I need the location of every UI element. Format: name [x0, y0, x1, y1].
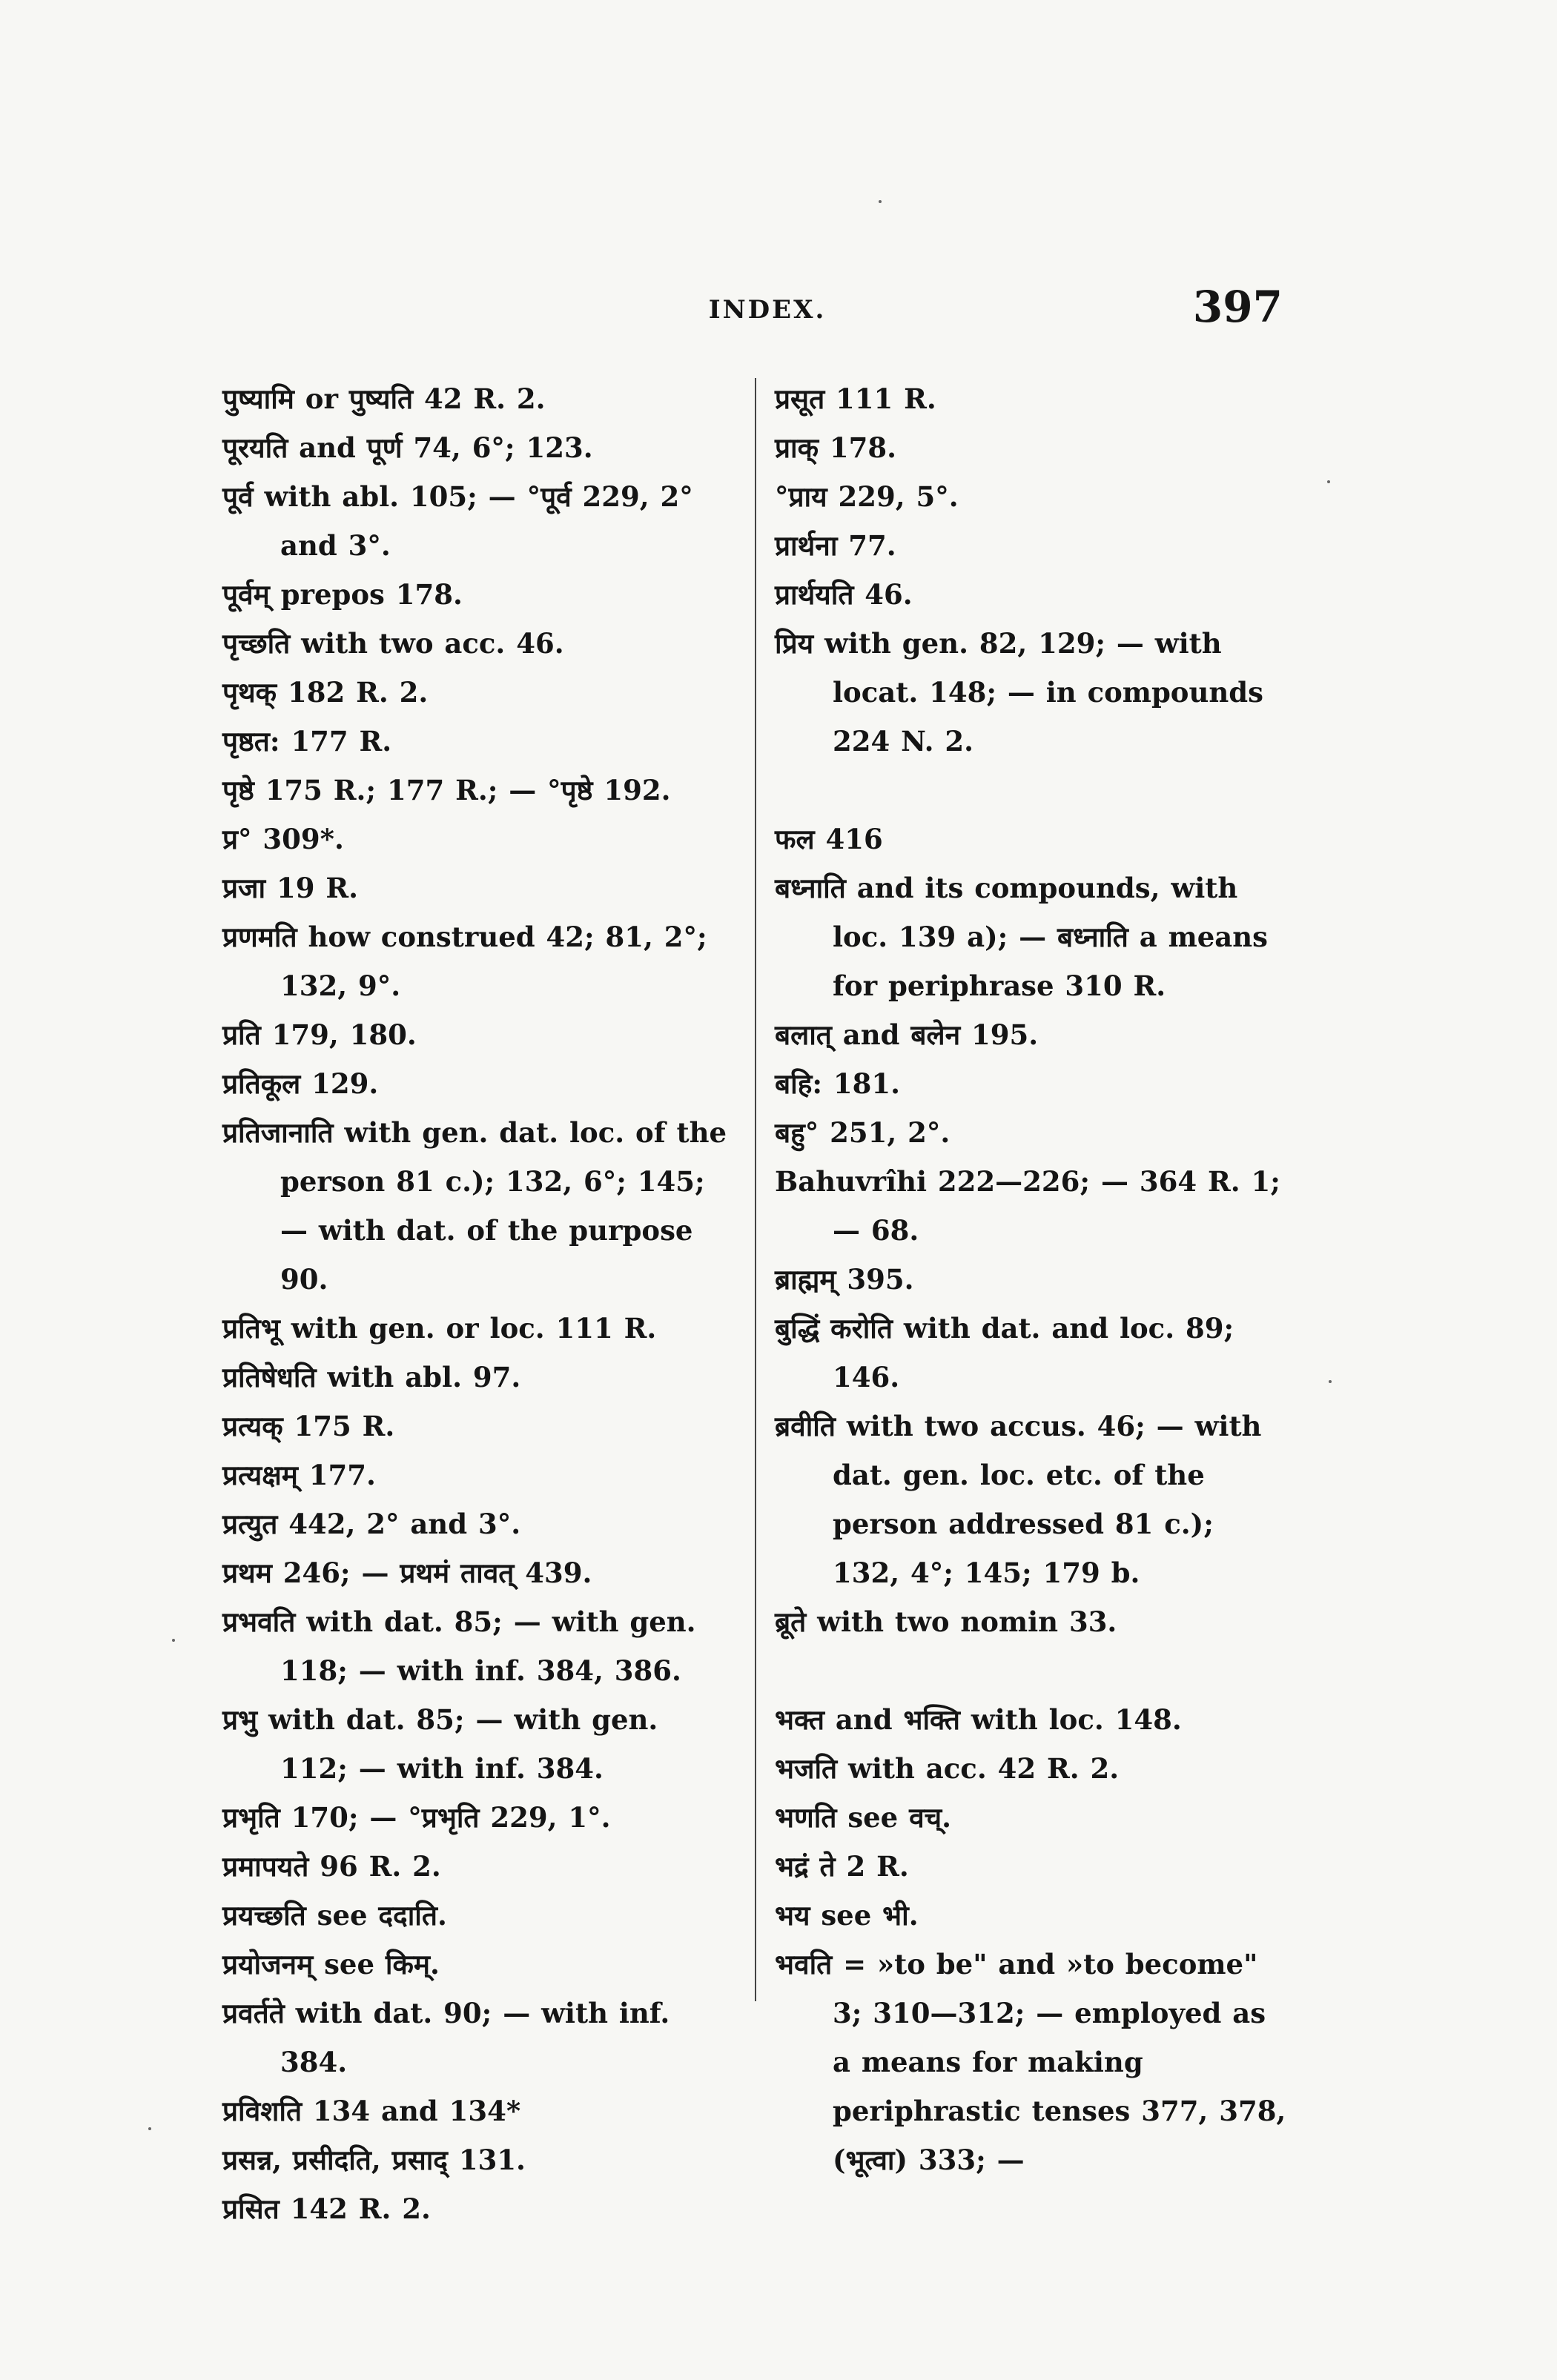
index-entry: फल 416 [775, 823, 883, 855]
index-column-right [775, 374, 1286, 2184]
index-entry: प्रमापयते 96 R. 2. [222, 1850, 441, 1883]
index-entry: प्रार्थना 77. [775, 529, 896, 562]
paper-speck [1329, 1380, 1332, 1383]
index-entry: भवति = »to be" and »to become" 3; 310—312; — employed as a means for making periphrastic tenses 377, 378, (भूत्वा) 333; — [775, 1948, 1286, 2176]
index-entry: प्रत्यक्षम् 177. [222, 1459, 376, 1491]
index-entry: प्रसित 142 R. 2. [222, 2192, 431, 2225]
index-entry: प्रत्युत 442, 2° and 3°. [222, 1508, 521, 1540]
index-entry: ब्रवीति with two accus. 46; — with dat. gen. loc. etc. of the person addressed 81 c.); 132, 4°; 145; 179 b. [775, 1410, 1262, 1589]
index-entry: प्रयोजनम् see किम्. [222, 1948, 440, 1980]
index-entry: पूर्वम् prepos 178. [222, 578, 463, 611]
index-entry: प्रविशति 134 and 134* [222, 2095, 521, 2127]
running-head: INDEX. [708, 295, 827, 325]
index-entry: भणति see वच्. [775, 1801, 952, 1834]
section-gap [775, 766, 1286, 815]
index-entry: पृथक् 182 R. 2. [222, 676, 429, 709]
index-entry: पूर्व with abl. 105; — °पूर्व 229, 2° and 3°. [222, 480, 693, 562]
index-entry: प्रतिभू with gen. or loc. 111 R. [222, 1312, 657, 1345]
index-entry: प्रयच्छति see ददाति. [222, 1899, 447, 1932]
index-entry: पूरयति and पूर्ण 74, 6°; 123. [222, 431, 593, 464]
index-entry: प्रति 179, 180. [222, 1018, 417, 1051]
index-entry: प्रभृति 170; — °प्रभृति 229, 1°. [222, 1801, 611, 1834]
index-entry: बुद्धिं करोति with dat. and loc. 89; 146. [775, 1312, 1234, 1393]
index-entry: पृच्छति with two acc. 46. [222, 627, 564, 660]
index-entry: पृष्ठत: 177 R. [222, 725, 392, 758]
index-entry: बहु° 251, 2°. [775, 1116, 951, 1149]
index-entry: प्रतिकूल 129. [222, 1067, 379, 1100]
section-gap [775, 1646, 1286, 1695]
index-entry: ब्रूते with two nomin 33. [775, 1605, 1117, 1638]
page-header [252, 282, 1283, 341]
index-entry: भक्त and भक्ति with loc. 148. [775, 1703, 1182, 1736]
column-divider [755, 378, 756, 2001]
index-entry: प्रिय with gen. 82, 129; — with locat. 148; — in compounds 224 N. 2. [775, 627, 1263, 758]
index-entry: भय see भी. [775, 1899, 919, 1932]
index-entry: Bahuvrîhi 222—226; — 364 R. 1; — 68. [775, 1165, 1280, 1247]
index-entry: बलात् and बलेन 195. [775, 1018, 1039, 1051]
index-entry: प्रतिजानाति with gen. dat. loc. of the person 81 c.); 132, 6°; 145; — with dat. of the purpose 90. [222, 1116, 727, 1296]
index-entry: प्र° 309*. [222, 823, 344, 855]
index-entry: प्रणमति how construed 42; 81, 2°; 132, 9°. [222, 921, 707, 1002]
index-entry: प्रथम 246; — प्रथमं तावत् 439. [222, 1557, 592, 1589]
index-entry: प्रभवति with dat. 85; — with gen. 118; — with inf. 384, 386. [222, 1605, 696, 1687]
index-entry: प्रार्थयति 46. [775, 578, 913, 611]
paper-speck [172, 1639, 175, 1642]
paper-speck [1327, 480, 1330, 483]
page-number: 397 [1192, 282, 1283, 332]
index-entry: पृष्ठे 175 R.; 177 R.; — °पृष्ठे 192. [222, 774, 671, 806]
paper-speck [879, 200, 882, 203]
index-entry: प्राक् 178. [775, 431, 897, 464]
index-entry: प्रसन्न, प्रसीदति, प्रसाद् 131. [222, 2144, 526, 2176]
index-entry: °प्राय 229, 5°. [775, 480, 959, 513]
index-entry: प्रत्यक् 175 R. [222, 1410, 395, 1442]
index-column-left [222, 374, 734, 2233]
index-entry: प्रवर्तते with dat. 90; — with inf. 384. [222, 1997, 670, 2078]
index-entry: बहि: 181. [775, 1067, 901, 1100]
index-entry: ब्राह्मम् 395. [775, 1263, 914, 1296]
index-entry: प्रतिषेधति with abl. 97. [222, 1361, 521, 1393]
paper-speck [148, 2127, 151, 2130]
index-entry: बध्नाति and its compounds, with loc. 139 a); — बध्नाति a means for periphrase 310 R. [775, 872, 1269, 1002]
index-entry: प्रजा 19 R. [222, 872, 358, 904]
index-entry: पुष्यामि or पुष्यति 42 R. 2. [222, 382, 546, 415]
index-columns [222, 374, 1286, 2225]
index-entry: भजति with acc. 42 R. 2. [775, 1752, 1120, 1785]
index-entry: भद्रं ते 2 R. [775, 1850, 909, 1883]
index-entry: प्रसूत 111 R. [775, 382, 936, 415]
index-entry: प्रभु with dat. 85; — with gen. 112; — with inf. 384. [222, 1703, 658, 1785]
